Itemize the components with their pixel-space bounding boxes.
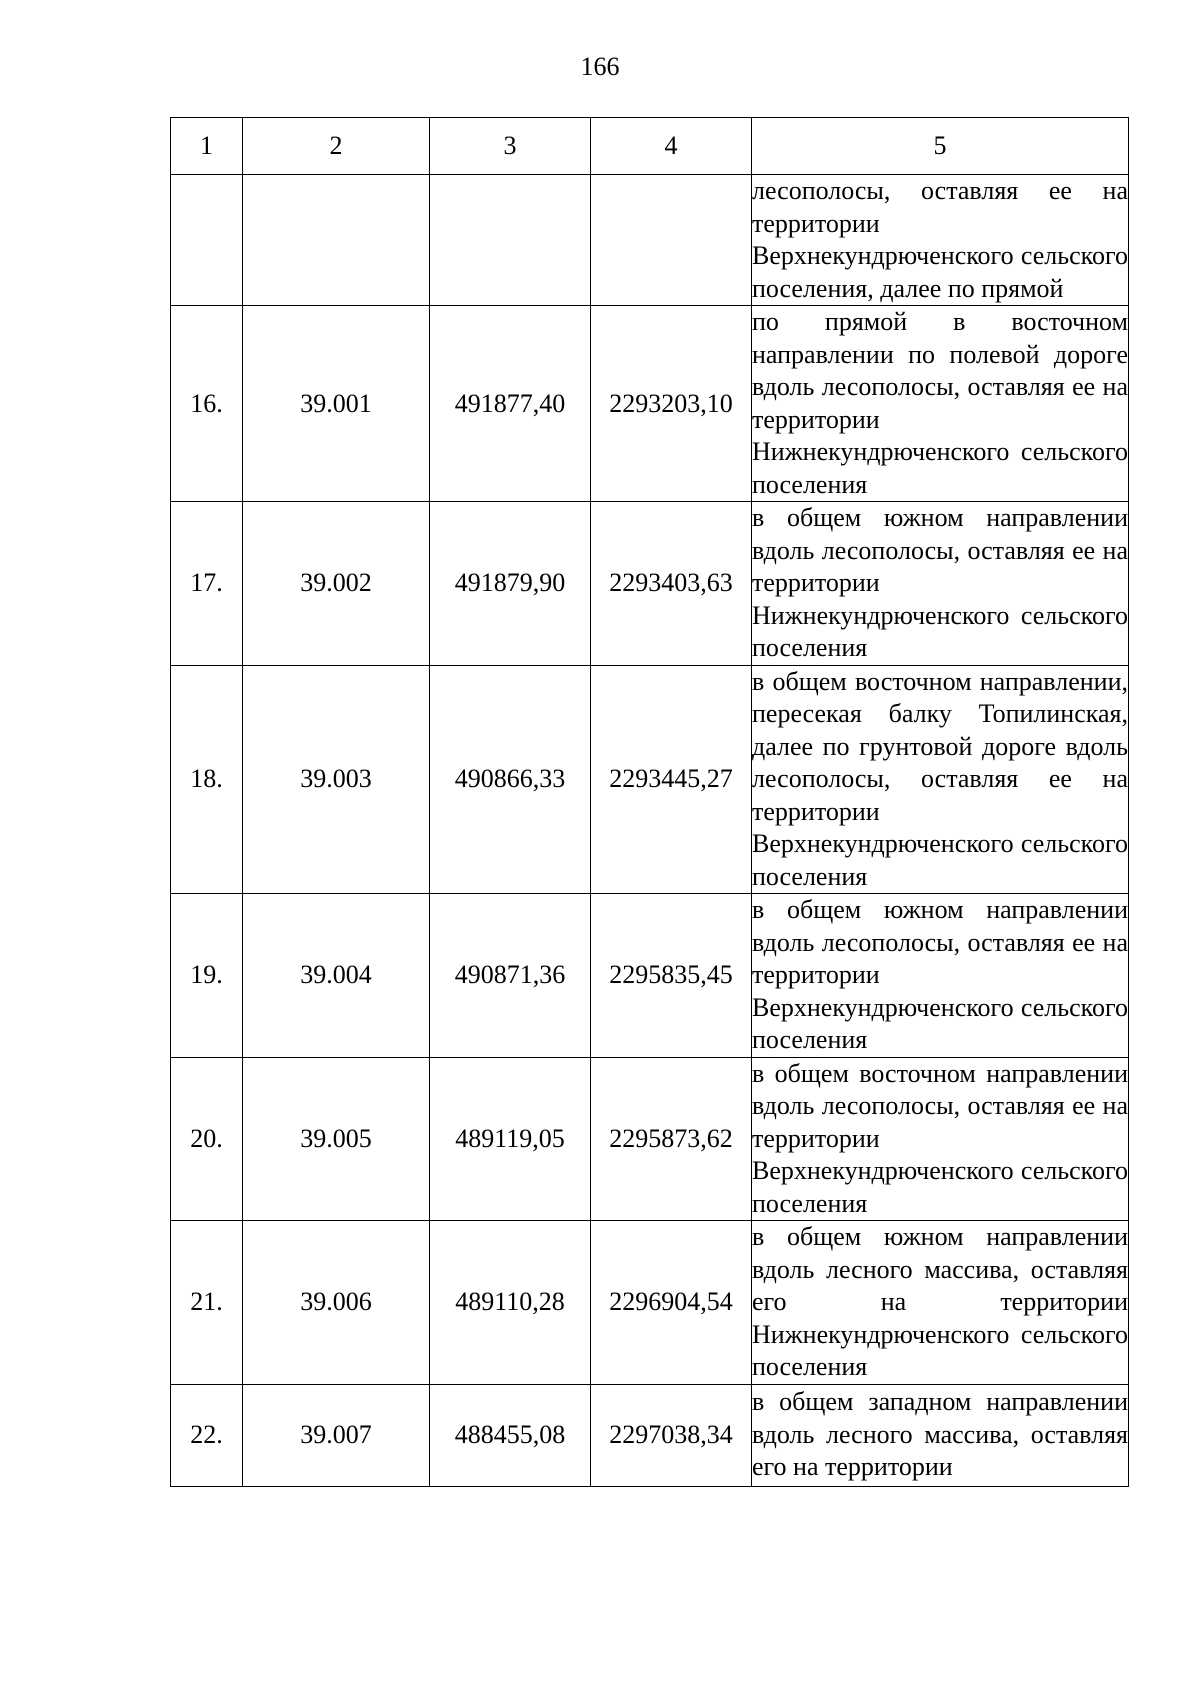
- point-id-cell: [243, 175, 430, 306]
- boundary-points-table: [170, 117, 1129, 1487]
- y-coordinate-cell: 2296904,54: [591, 1221, 752, 1385]
- row-number-cell: 18.: [171, 665, 243, 894]
- point-id-cell: 39.002: [243, 502, 430, 666]
- x-coordinate-cell: 491879,90: [430, 502, 591, 666]
- x-coordinate-cell: 491877,40: [430, 306, 591, 502]
- description-cell: в общем южном направлении вдоль лесного массива, оставляя его на территории Нижнекундрюченского сельского поселения: [752, 1221, 1129, 1385]
- description-cell: по прямой в восточном направлении по полевой дороге вдоль лесополосы, оставляя ее на территории Нижнекундрюченского сельского поселения: [752, 306, 1129, 502]
- y-coordinate-cell: 2295835,45: [591, 894, 752, 1058]
- row-number-cell: 17.: [171, 502, 243, 666]
- column-header-4: 4: [591, 118, 752, 175]
- table-row: [171, 665, 1129, 894]
- column-header-2: 2: [243, 118, 430, 175]
- point-id-cell: 39.003: [243, 665, 430, 894]
- x-coordinate-cell: 490866,33: [430, 665, 591, 894]
- row-number-cell: 22.: [171, 1384, 243, 1486]
- y-coordinate-cell: 2293445,27: [591, 665, 752, 894]
- point-id-cell: 39.005: [243, 1057, 430, 1221]
- y-coordinate-cell: 2293203,10: [591, 306, 752, 502]
- column-header-3: 3: [430, 118, 591, 175]
- point-id-cell: 39.001: [243, 306, 430, 502]
- table-row: [171, 306, 1129, 502]
- point-id-cell: 39.007: [243, 1384, 430, 1486]
- description-cell: в общем западном направлении вдоль лесного массива, оставляя его на территории: [752, 1384, 1129, 1486]
- row-number-cell: 21.: [171, 1221, 243, 1385]
- column-header-5: 5: [752, 118, 1129, 175]
- table-row: [171, 894, 1129, 1058]
- table-header-row: [171, 118, 1129, 175]
- y-coordinate-cell: 2297038,34: [591, 1384, 752, 1486]
- table-row: [171, 175, 1129, 306]
- x-coordinate-cell: 488455,08: [430, 1384, 591, 1486]
- description-cell: в общем южном направлении вдоль лесополосы, оставляя ее на территории Нижнекундрюченского сельского поселения: [752, 502, 1129, 666]
- row-number-cell: 20.: [171, 1057, 243, 1221]
- table-row: [171, 502, 1129, 666]
- point-id-cell: 39.006: [243, 1221, 430, 1385]
- y-coordinate-cell: 2293403,63: [591, 502, 752, 666]
- x-coordinate-cell: 490871,36: [430, 894, 591, 1058]
- point-id-cell: 39.004: [243, 894, 430, 1058]
- x-coordinate-cell: 489119,05: [430, 1057, 591, 1221]
- page-number: 166: [580, 52, 620, 81]
- description-cell: лесополосы, оставляя ее на территории Верхнекундрюченского сельского поселения, далее по прямой: [752, 175, 1129, 306]
- table-row: [171, 1221, 1129, 1385]
- row-number-cell: 19.: [171, 894, 243, 1058]
- description-cell: в общем южном направлении вдоль лесополосы, оставляя ее на территории Верхнекундрюченского сельского поселения: [752, 894, 1129, 1058]
- x-coordinate-cell: [430, 175, 591, 306]
- table-row: [171, 1384, 1129, 1486]
- description-cell: в общем восточном направлении вдоль лесополосы, оставляя ее на территории Верхнекундрюченского сельского поселения: [752, 1057, 1129, 1221]
- y-coordinate-cell: 2295873,62: [591, 1057, 752, 1221]
- description-cell: в общем восточном направлении, пересекая балку Топилинская, далее по грунтовой дороге вдоль лесополосы, оставляя ее на территории Верхнекундрюченского сельского поселения: [752, 665, 1129, 894]
- table-row: [171, 1057, 1129, 1221]
- x-coordinate-cell: 489110,28: [430, 1221, 591, 1385]
- row-number-cell: 16.: [171, 306, 243, 502]
- column-header-1: 1: [171, 118, 243, 175]
- y-coordinate-cell: [591, 175, 752, 306]
- row-number-cell: [171, 175, 243, 306]
